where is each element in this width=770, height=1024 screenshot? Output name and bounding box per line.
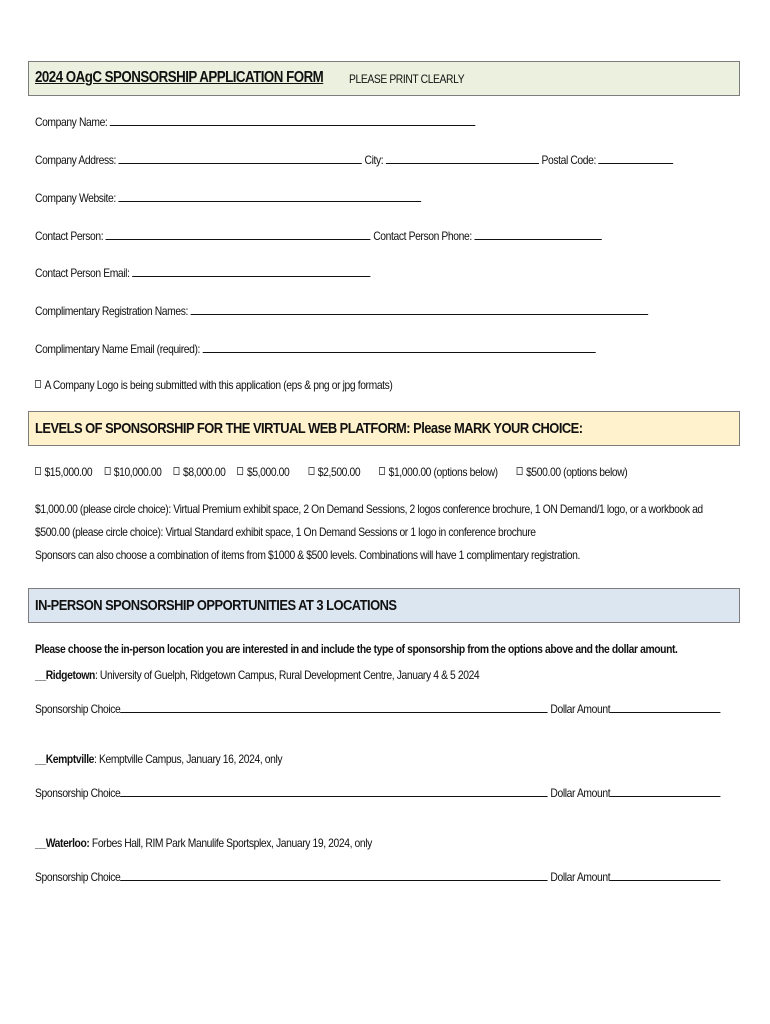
level-option[interactable] [379,465,498,479]
level-option-label: $500.00 (options below) [526,465,628,479]
company-name-field[interactable] [110,114,476,126]
postal-code-field[interactable] [599,152,674,164]
level-checkbox[interactable] [379,467,385,475]
levels-title: LEVELS OF SPONSORSHIP FOR THE VIRTUAL WEB PLATFORM: Please MARK YOUR CHOICE: [35,420,583,437]
contact-phone-field[interactable] [474,228,601,240]
location-name: Kemptville [45,752,95,766]
company-address-label: Company Address: [35,153,117,167]
contact-phone-label: Contact Person Phone: [373,229,472,243]
dollar-amount-label: Dollar Amount [550,702,611,716]
inperson-title: IN-PERSON SPONSORSHIP OPPORTUNITIES AT 3 LOCATIONS [35,597,397,614]
location-detail: Forbes Hall, RIM Park Manulife Sportsplex, January 19, 2024, only [89,836,372,850]
company-address-row [35,152,676,167]
level-option-label: $8,000.00 [183,465,226,479]
level-option[interactable] [35,465,92,479]
level-note-combination: Sponsors can also choose a combination of items from $1000 & $500 levels. Combinations will have 1 complimentary registration. [35,548,580,562]
level-option-label: $15,000.00 [44,465,93,479]
levels-options [35,465,639,479]
location-name: Ridgetown [45,668,95,682]
level-option[interactable] [517,465,628,479]
dollar-amount-label: Dollar Amount [550,786,611,800]
choice-row-kemptville [35,785,723,800]
level-option[interactable] [238,465,290,479]
dollar-amount-label: Dollar Amount [550,870,611,884]
contact-person-label: Contact Person: [35,229,104,243]
form-title: 2024 OAgC SPONSORSHIP APPLICATION FORM [35,69,324,86]
sponsorship-choice-field[interactable] [120,785,547,797]
city-label: City: [364,153,384,167]
logo-note-row [35,378,392,392]
sponsorship-choice-label: Sponsorship Choice [35,786,121,800]
city-field[interactable] [386,152,539,164]
level-option[interactable] [308,465,360,479]
level-option[interactable] [174,465,226,479]
location-blank[interactable]: __ [35,752,46,766]
level-option-label: $2,500.00 [317,465,361,479]
location-blank[interactable]: __ [35,836,46,850]
name-email-label: Complimentary Name Email (required): [35,342,201,356]
contact-email-row [35,265,373,280]
contact-person-row [35,228,604,243]
sponsorship-choice-label: Sponsorship Choice [35,870,121,884]
inperson-instruction: Please choose the in-person location you are interested in and include the type of sponsorship from the options above and the dollar amount. [35,642,678,656]
sponsorship-choice-label: Sponsorship Choice [35,702,121,716]
level-option-label: $1,000.00 (options below) [388,465,498,479]
location-blank[interactable]: __ [35,668,46,682]
location-detail: : University of Guelph, Ridgetown Campus, Rural Development Centre, January 4 & 5 2024 [94,668,480,682]
company-website-field[interactable] [118,190,421,202]
location-detail: : Kemptville Campus, January 16, 2024, only [94,752,283,766]
form-subtitle: PLEASE PRINT CLEARLY [349,72,465,86]
logo-checkbox[interactable] [35,380,41,388]
contact-email-field[interactable] [132,265,370,277]
choice-row-waterloo [35,869,723,884]
level-checkbox[interactable] [238,467,244,475]
name-email-field[interactable] [203,341,596,353]
company-website-row [35,190,424,205]
level-note-1000: $1,000.00 (please circle choice): Virtual Premium exhibit space, 2 On Demand Sessions, 2 logos conference brochure, 1 ON Demand/1 logo, or a workbook ad [35,502,703,516]
location-kemptville [35,752,282,766]
sponsorship-choice-field[interactable] [120,869,547,881]
dollar-amount-field[interactable] [610,869,720,881]
level-note-500: $500.00 (please circle choice): Virtual Standard exhibit space, 1 On Demand Sessions or 1 logo in conference brochure [35,525,536,539]
contact-person-field[interactable] [106,228,371,240]
level-checkbox[interactable] [174,467,180,475]
registration-names-label: Complimentary Registration Names: [35,304,188,318]
level-checkbox[interactable] [308,467,314,475]
level-option-label: $5,000.00 [246,465,290,479]
dollar-amount-field[interactable] [610,785,720,797]
company-address-field[interactable] [119,152,362,164]
level-checkbox[interactable] [35,467,41,475]
location-ridgetown [35,668,479,682]
header-band [28,61,740,96]
level-checkbox[interactable] [517,467,523,475]
registration-names-field[interactable] [191,303,649,315]
company-name-row [35,114,478,129]
level-option[interactable] [104,465,161,479]
logo-note: A Company Logo is being submitted with this application (eps & png or jpg formats) [44,378,393,392]
contact-email-label: Contact Person Email: [35,266,130,280]
inperson-band [28,588,740,623]
company-name-label: Company Name: [35,115,108,129]
registration-names-row [35,303,651,318]
location-waterloo [35,836,372,850]
level-option-label: $10,000.00 [113,465,162,479]
choice-row-ridgetown [35,701,723,716]
level-checkbox[interactable] [104,467,110,475]
dollar-amount-field[interactable] [610,701,720,713]
company-website-label: Company Website: [35,191,116,205]
location-name: Waterloo: [45,836,90,850]
name-email-row [35,341,598,356]
postal-code-label: Postal Code: [541,153,596,167]
sponsorship-choice-field[interactable] [120,701,547,713]
levels-band [28,411,740,446]
